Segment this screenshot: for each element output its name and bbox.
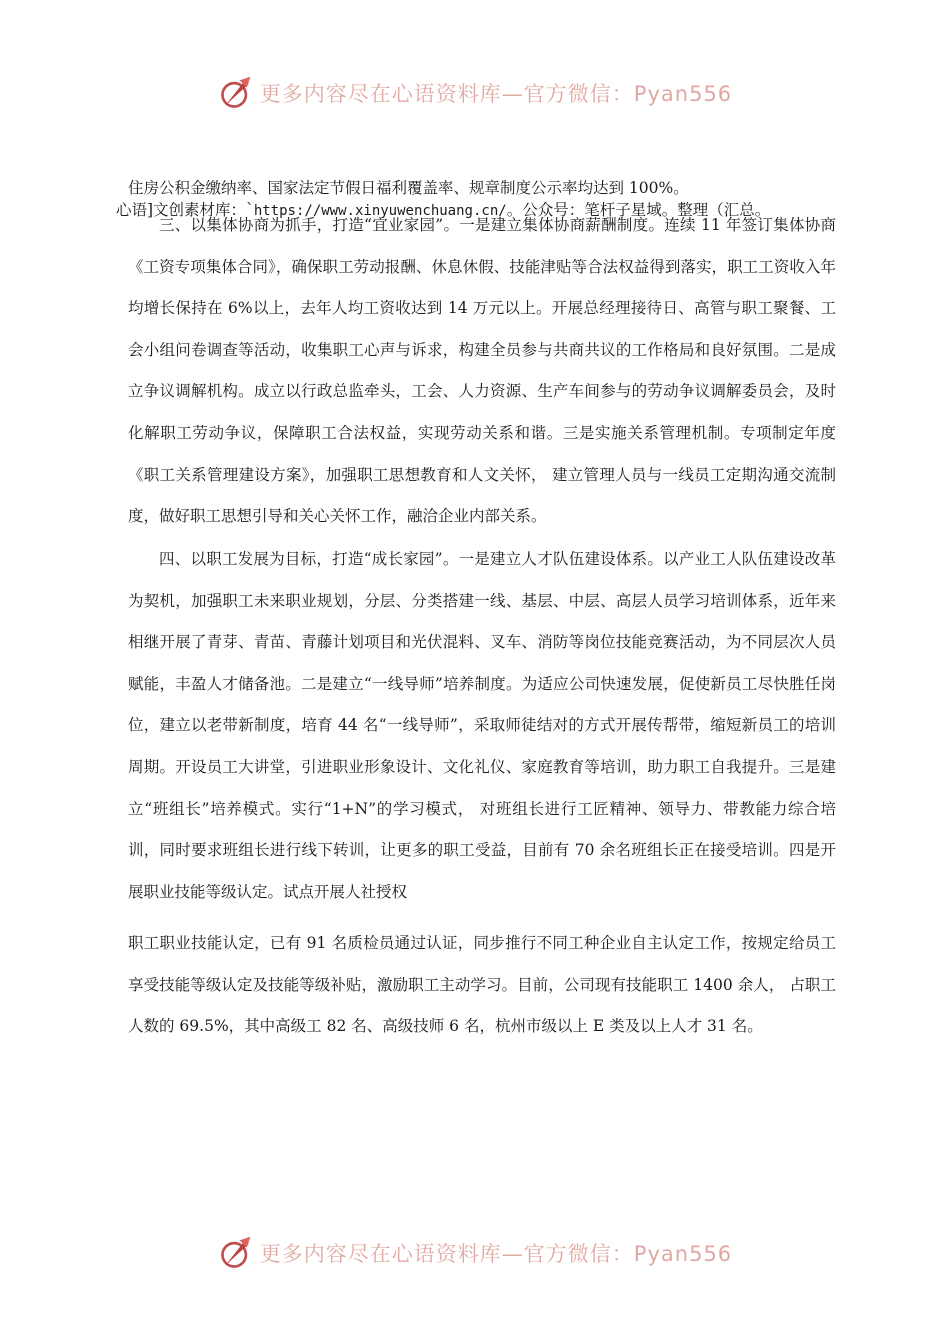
skills-certification-paragraph (128, 923, 836, 1048)
header-banner-text: 更多内容尽在心语资料库—官方微信：Pyan556 (259, 82, 733, 106)
section-three-paragraph (128, 205, 836, 538)
paragraph-3-text: 三、以集体协商为抓手，打造“宜业家园”。一是建立集体协商薪酬制度。连续 11 年签订集体协商《工资专项集体合同》，确保职工劳动报酬、休息休假、技能津贴等合法权益得到落实，职工工资收入年均增长保持在 6%以上，去年人均工资收达到 14 万元以上。开展总经理接待日、高管与职工聚餐、工会小组问卷调查等活动，收集职工心声与诉求，构建全员参与共商共议的工作格局和良好氛围。二是成立争议调解机构。成立以行政总监牵头，工会、人力资源、生产车间参与的劳动争议调解委员会，及时化解职工劳动争议，保障职工合法权益，实现劳动关系和谐。三是实施关系管理机制。专项制定年度《职工关系管理建设方案》，加强职工思想教育和人文关怀， 建立管理人员与一线员工定期沟通交流制度，做好职工思想引导和关心关怀工作，融洽企业内部关系。 (128, 216, 836, 526)
header-banner (0, 70, 950, 116)
source-prefix: 心语]文创素材库：` (116, 201, 254, 219)
source-suffix: 。公众号：笔杆子星域。整理（汇总。 (506, 201, 771, 219)
footer-banner (0, 1230, 950, 1276)
section-four-paragraph (128, 539, 836, 913)
paragraph-5-text: 职工职业技能认定，已有 91 名质检员通过认证，同步推行不同工种企业自主认定工作，按规定给员工享受技能等级认定及技能等级补贴，激励职工主动学习。目前，公司现有技能职工 1400 余人， 占职工人数的 69.5%，其中高级工 82 名、高级技师 6 名，杭州市级以上 E 类及以上人才 31 名。 (128, 934, 836, 1036)
source-url: https://www.xinyuwenchuang.cn/ (253, 203, 507, 219)
paragraph-continuation-line: 住房公积金缴纳率、国家法定节假日福利覆盖率、规章制度公示率均达到 100%。 (128, 179, 689, 197)
quill-logo-icon (218, 75, 254, 111)
footer-banner-text: 更多内容尽在心语资料库—官方微信：Pyan556 (259, 1242, 733, 1266)
paragraph-4-text: 四、以职工发展为目标，打造“成长家园”。一是建立人才队伍建设体系。以产业工人队伍建设改革为契机，加强职工未来职业规划，分层、分类搭建一线、基层、中层、高层人员学习培训体系，近年来相继开展了青芽、青苗、青藤计划项目和光伏混料、叉车、消防等岗位技能竞赛活动，为不同层次人员赋能，丰盈人才储备池。二是建立“一线导师”培养制度。为适应公司快速发展，促使新员工尽快胜任岗位，建立以老带新制度，培育 44 名“一线导师”，采取师徒结对的方式开展传帮带，缩短新员工的培训周期。开设员工大讲堂，引进职业形象设计、文化礼仪、家庭教育等培训，助力职工自我提升。三是建立“班组长”培养模式。实行“1+N”的学习模式， 对班组长进行工匠精神、领导力、带教能力综合培训，同时要求班组长进行线下转训，让更多的职工受益，目前有 70 余名班组长正在接受培训。四是开展职业技能等级认定。试点开展人社授权 (128, 550, 836, 901)
quill-logo-icon (218, 1235, 254, 1271)
